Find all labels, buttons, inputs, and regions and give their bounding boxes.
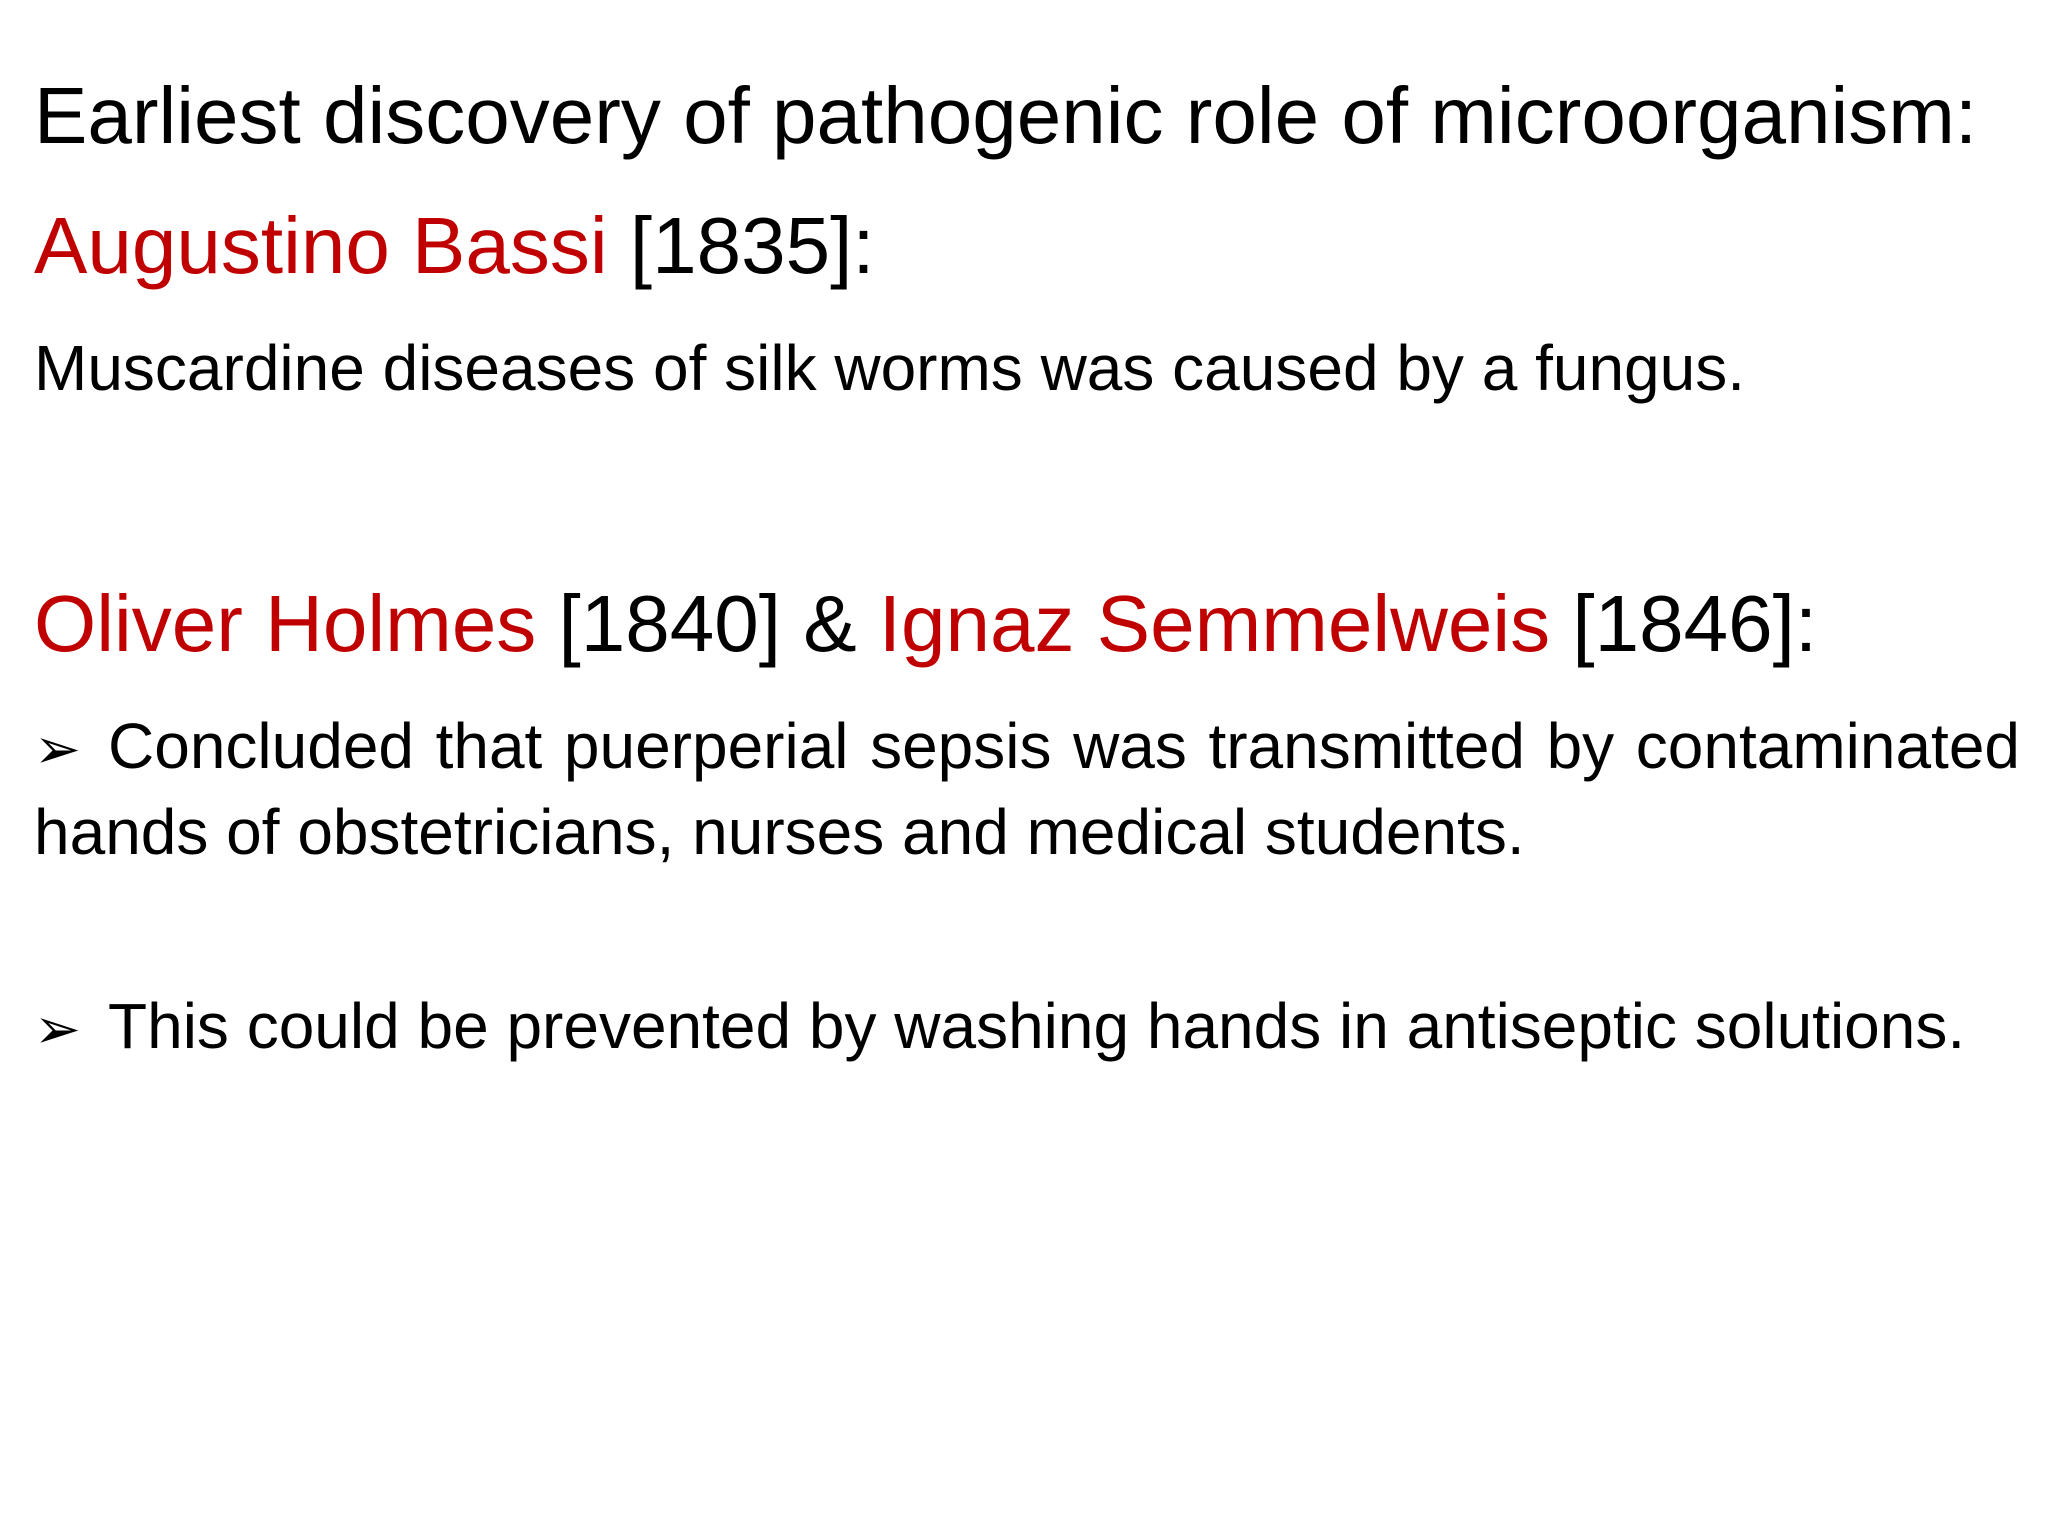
bassi-finding: Muscardine diseases of silk worms was caused by a fungus. — [34, 332, 1745, 404]
ampersand: & — [803, 579, 857, 668]
slide-title: Earliest discovery of pathogenic role of microorganism: — [34, 71, 1978, 160]
name-augustino-bassi: Augustino Bassi — [34, 201, 608, 290]
arrow-bullet-icon: ➢ — [34, 717, 81, 782]
bullet-text-2: This could be prevented by washing hands in antiseptic solutions. — [108, 990, 1966, 1062]
name-oliver-holmes: Oliver Holmes — [34, 579, 537, 668]
year-1840: [1840] — [558, 579, 781, 668]
heading-bassi — [34, 198, 875, 294]
heading-holmes-semmelweis — [34, 576, 1817, 672]
bullet-text-1: Concluded that puerperial sepsis was transmitted by contaminated hands of obstetricians, nurses and medical students. — [34, 710, 2020, 868]
year-1835: [1835]: — [629, 201, 875, 290]
bullet-item-1 — [34, 705, 2020, 874]
bullet-item-2 — [34, 985, 2020, 1071]
name-ignaz-semmelweis: Ignaz Semmelweis — [878, 579, 1551, 668]
year-1846: [1846]: — [1572, 579, 1818, 668]
arrow-bullet-icon: ➢ — [34, 997, 81, 1062]
